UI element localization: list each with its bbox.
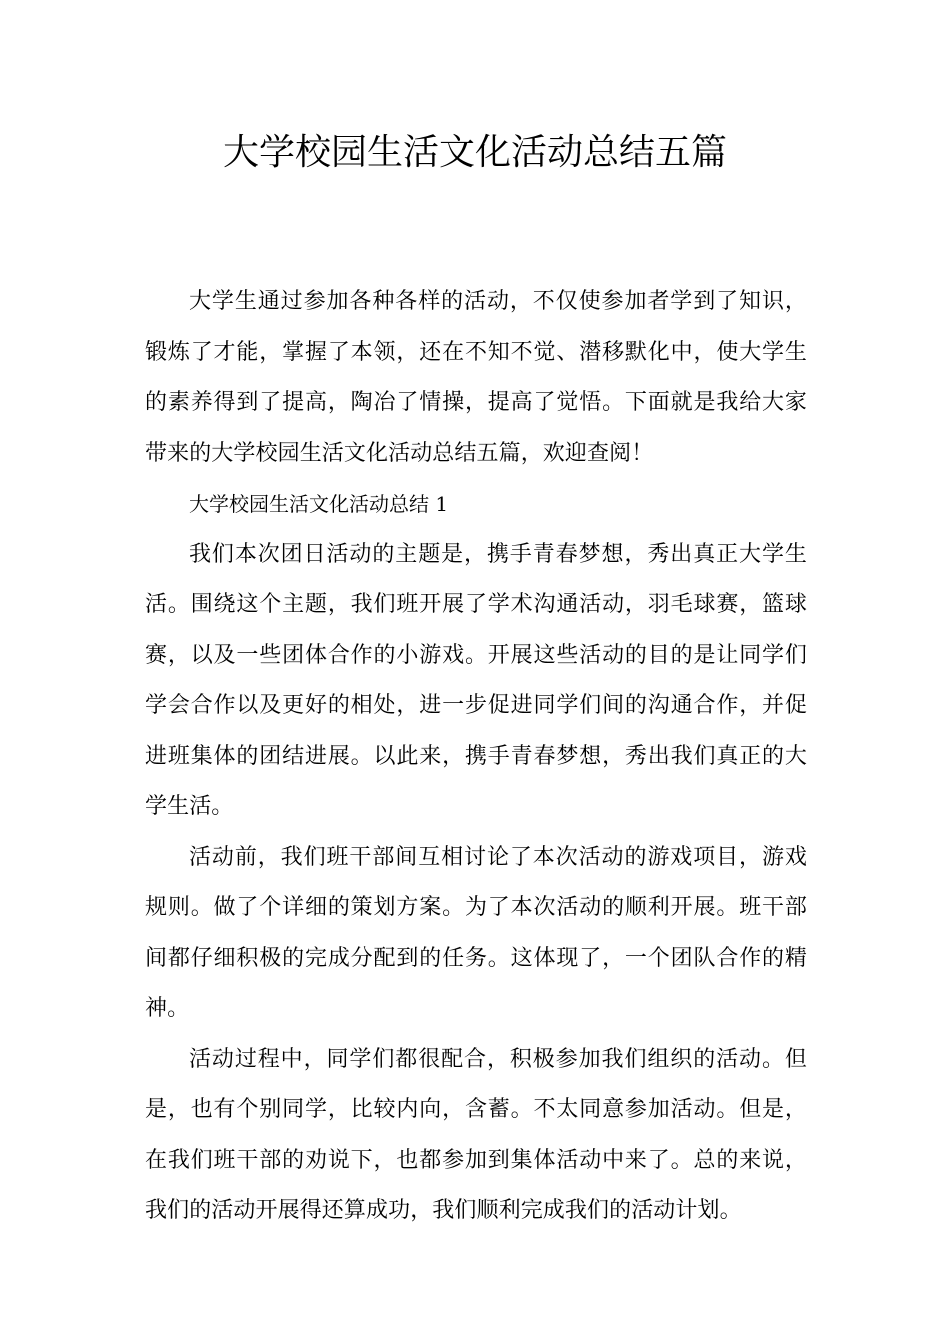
body-paragraph-3: 活动过程中，同学们都很配合，积极参加我们组织的活动。但是，也有个别同学，比较内向，含蓄。不太同意参加活动。但是，在我们班干部的劝说下，也都参加到集体活动中来了。总的来说，我们的活动开展得还算成功，我们顺利完成我们的活动计划。 bbox=[145, 1046, 807, 1223]
document-title: 大学校园生活文化活动总结五篇 bbox=[222, 132, 727, 173]
body-paragraph-1: 我们本次团日活动的主题是，携手青春梦想，秀出真正大学生活。围绕这个主题，我们班开展了学术沟通活动，羽毛球赛，篮球赛，以及一些团体合作的小游戏。开展这些活动的目的是让同学们学会合作以及更好的相处，进一步促进同学们间的沟通合作，并促进班集体的团结进展。以此来，携手青春梦想，秀出我们真正的大学生活。 bbox=[145, 541, 807, 819]
body-paragraph-2: 活动前，我们班干部间互相讨论了本次活动的游戏项目，游戏规则。做了个详细的策划方案。为了本次活动的顺利开展。班干部间都仔细积极的完成分配到的任务。这体现了，一个团队合作的精神。 bbox=[145, 844, 807, 1021]
intro-paragraph: 大学生通过参加各种各样的活动，不仅使参加者学到了知识，锻炼了才能，掌握了本领，还在不知不觉、潜移默化中，使大学生的素养得到了提高，陶冶了情操，提高了觉悟。下面就是我给大家带来的大学校园生活文化活动总结五篇，欢迎查阅！ bbox=[145, 289, 807, 466]
document-body bbox=[145, 277, 807, 1237]
section-heading: 大学校园生活文化活动总结 1 bbox=[189, 492, 449, 516]
